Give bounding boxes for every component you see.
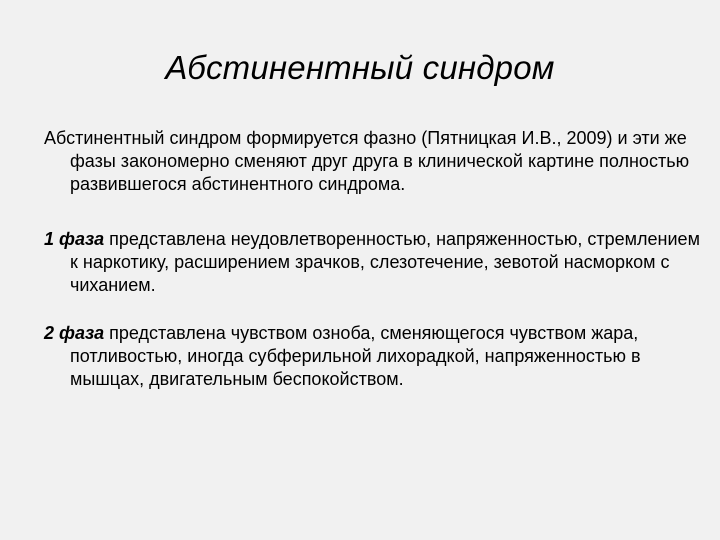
intro-paragraph <box>44 127 710 196</box>
phase-1-text: представлена неудовлетворенностью, напряженностью, стремлением к наркотику, расширением зрачков, слезотечение, зевотой насморком с чиханием. <box>70 229 700 295</box>
intro-text: Абстинентный синдром формируется фазно (Пятницкая И.В., 2009) и эти же фазы закономерно сменяют друг друга в клинической картине полностью развившегося абстинентного синдрома. <box>44 128 690 194</box>
phase-2-label: 2 фаза <box>44 323 105 343</box>
phase-2-paragraph <box>44 322 710 391</box>
phase-1-label: 1 фаза <box>44 229 105 249</box>
phase-2-text: представлена чувством озноба, сменяющегося чувством жара, потливостью, иногда субферильной лихорадкой, напряженностью в мышцах, двигательным беспокойством. <box>70 323 641 389</box>
phase-1-paragraph <box>44 228 710 297</box>
slide-title: Абстинентный синдром <box>165 49 555 86</box>
